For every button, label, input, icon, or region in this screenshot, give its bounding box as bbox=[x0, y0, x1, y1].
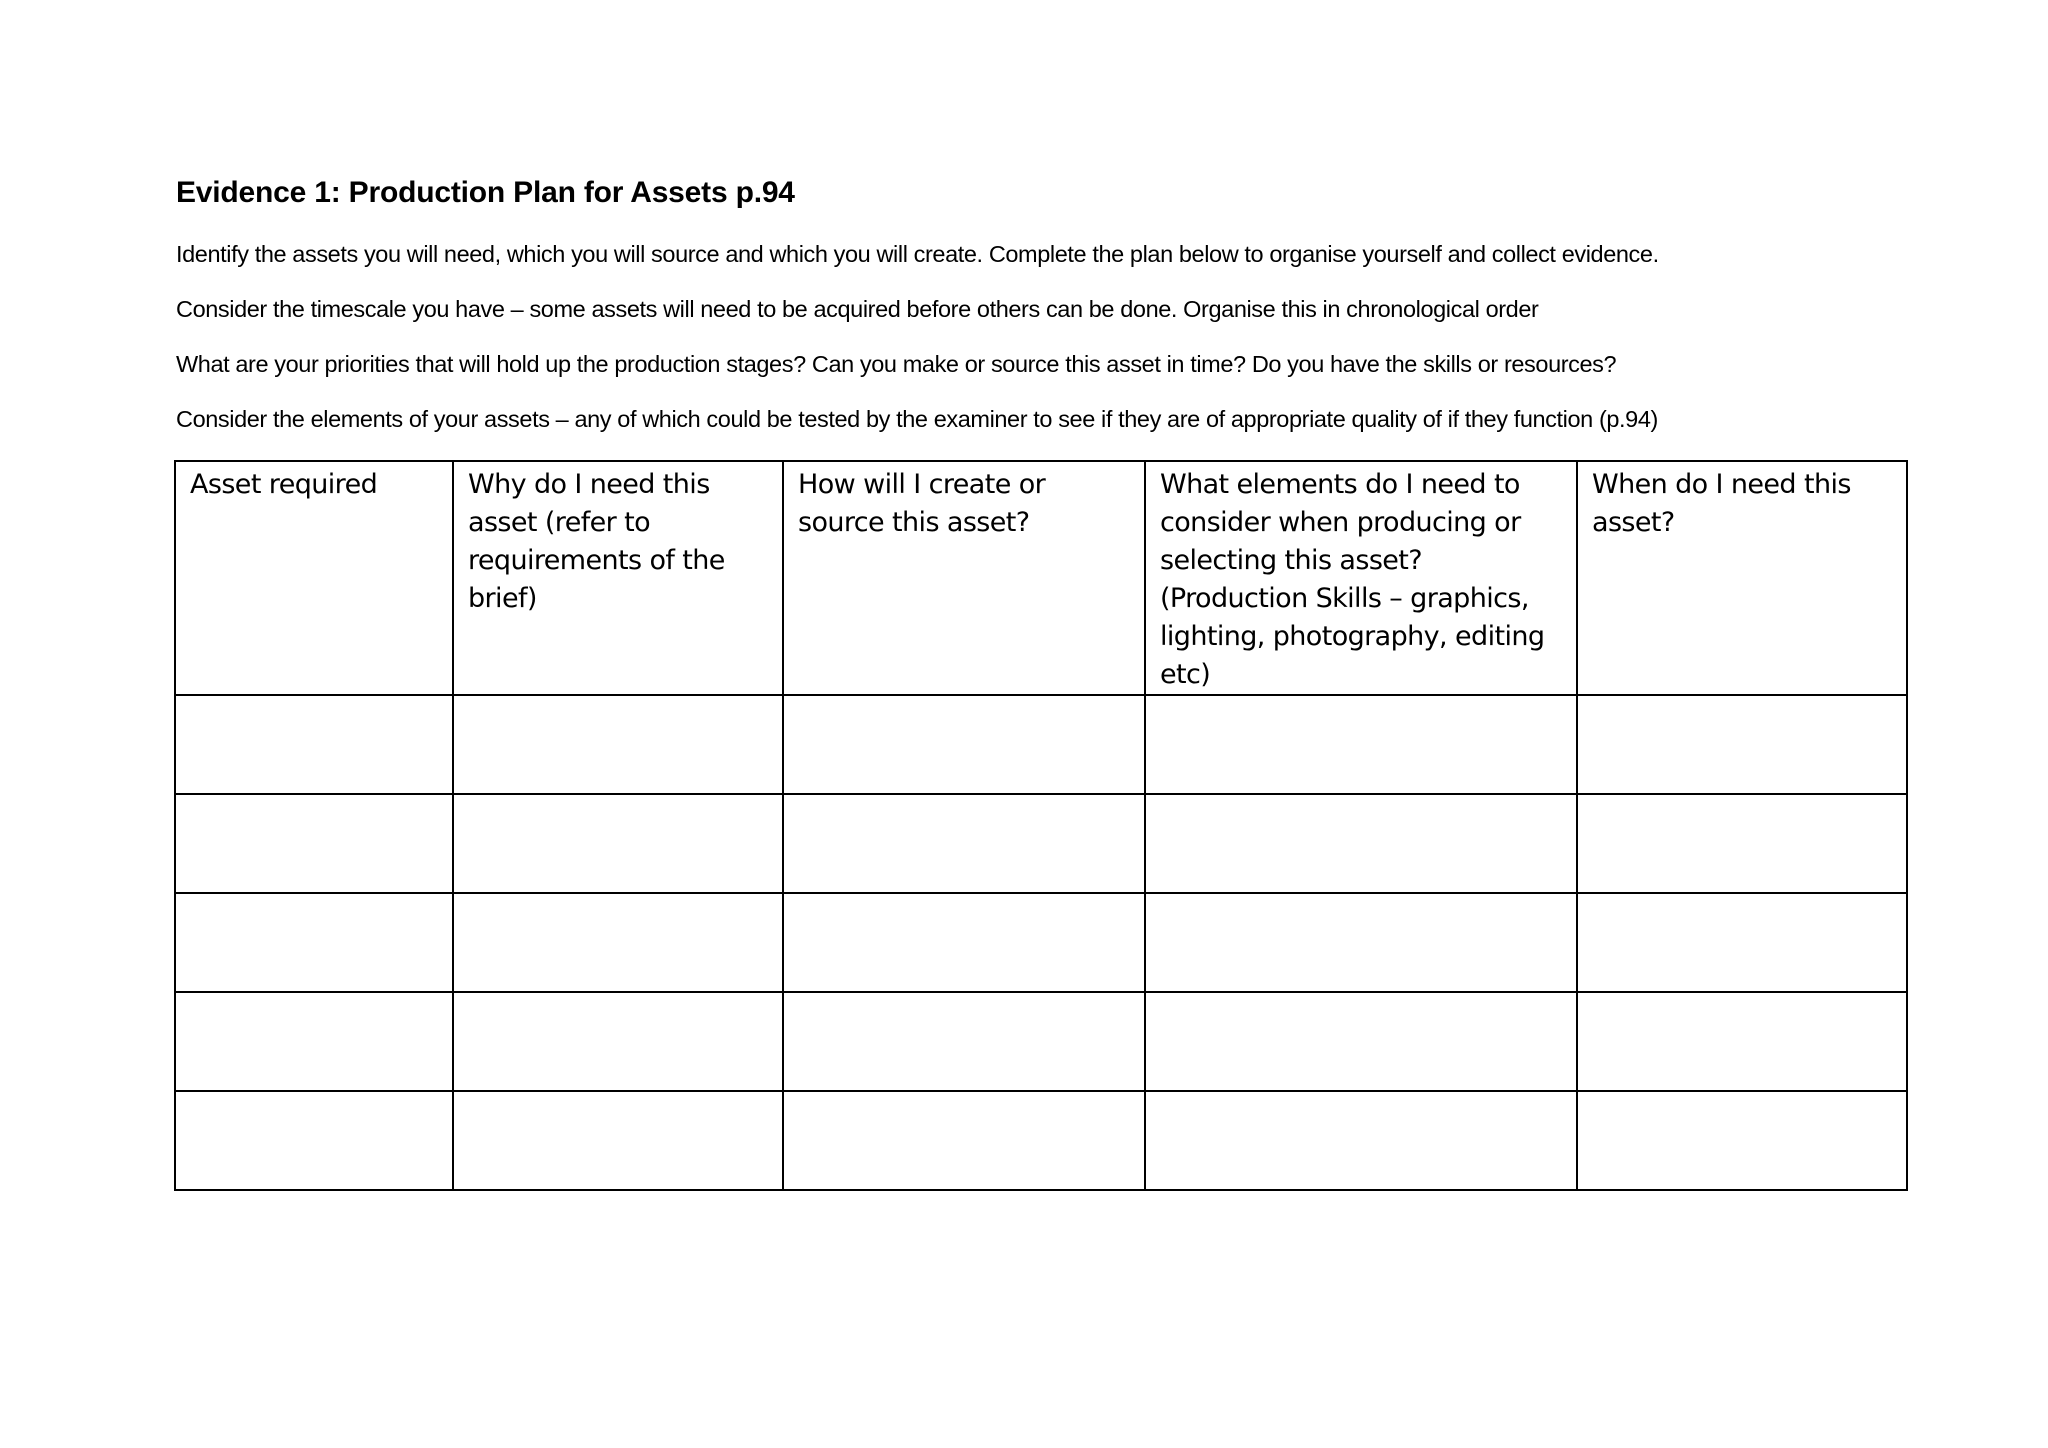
table-cell-how[interactable] bbox=[783, 794, 1145, 893]
table-cell-how[interactable] bbox=[783, 1091, 1145, 1190]
table-cell-elements[interactable] bbox=[1145, 992, 1577, 1091]
header-asset-required: Asset required bbox=[175, 461, 453, 695]
table-cell-why[interactable] bbox=[453, 1091, 783, 1190]
table-cell-elements[interactable] bbox=[1145, 1091, 1577, 1190]
table-cell-elements[interactable] bbox=[1145, 893, 1577, 992]
table-cell-elements[interactable] bbox=[1145, 695, 1577, 794]
table-cell-asset[interactable] bbox=[175, 893, 453, 992]
instruction-identify-assets: Identify the assets you will need, which you will source and which you will create. Complete the plan below to organise yourself and collect evidence. bbox=[176, 241, 1659, 267]
table-row bbox=[175, 1091, 1907, 1190]
table-cell-why[interactable] bbox=[453, 992, 783, 1091]
production-plan-table bbox=[174, 460, 1908, 1191]
page-title: Evidence 1: Production Plan for Assets p.94 bbox=[176, 176, 795, 209]
table-cell-why[interactable] bbox=[453, 794, 783, 893]
table-cell-why[interactable] bbox=[453, 695, 783, 794]
table-cell-when[interactable] bbox=[1577, 992, 1907, 1091]
table-cell-elements[interactable] bbox=[1145, 794, 1577, 893]
table-cell-why[interactable] bbox=[453, 893, 783, 992]
table-cell-when[interactable] bbox=[1577, 695, 1907, 794]
table-cell-when[interactable] bbox=[1577, 1091, 1907, 1190]
header-why-need-asset: Why do I need this asset (refer to requirements of the brief) bbox=[453, 461, 783, 695]
header-how-create-source: How will I create or source this asset? bbox=[783, 461, 1145, 695]
table-cell-asset[interactable] bbox=[175, 992, 453, 1091]
table-cell-asset[interactable] bbox=[175, 794, 453, 893]
instruction-timescale: Consider the timescale you have – some assets will need to be acquired before others can be done. Organise this in chronological order bbox=[176, 296, 1539, 322]
table-cell-asset[interactable] bbox=[175, 695, 453, 794]
table-cell-when[interactable] bbox=[1577, 893, 1907, 992]
table-row bbox=[175, 695, 1907, 794]
table-row bbox=[175, 794, 1907, 893]
instruction-priorities: What are your priorities that will hold up the production stages? Can you make or source this asset in time? Do you have the skills or resources? bbox=[176, 351, 1617, 377]
table-header-row bbox=[175, 461, 1907, 695]
table-cell-how[interactable] bbox=[783, 695, 1145, 794]
table-cell-asset[interactable] bbox=[175, 1091, 453, 1190]
table-cell-when[interactable] bbox=[1577, 794, 1907, 893]
instruction-elements: Consider the elements of your assets – any of which could be tested by the examiner to see if they are of appropriate quality of if they function (p.94) bbox=[176, 406, 1658, 432]
table-cell-how[interactable] bbox=[783, 893, 1145, 992]
table-cell-how[interactable] bbox=[783, 992, 1145, 1091]
header-when-needed: When do I need this asset? bbox=[1577, 461, 1907, 695]
table-row bbox=[175, 893, 1907, 992]
table-row bbox=[175, 992, 1907, 1091]
header-elements-to-consider: What elements do I need to consider when producing or selecting this asset? (Production Skills – graphics, lighting, photography, editing etc) bbox=[1145, 461, 1577, 695]
